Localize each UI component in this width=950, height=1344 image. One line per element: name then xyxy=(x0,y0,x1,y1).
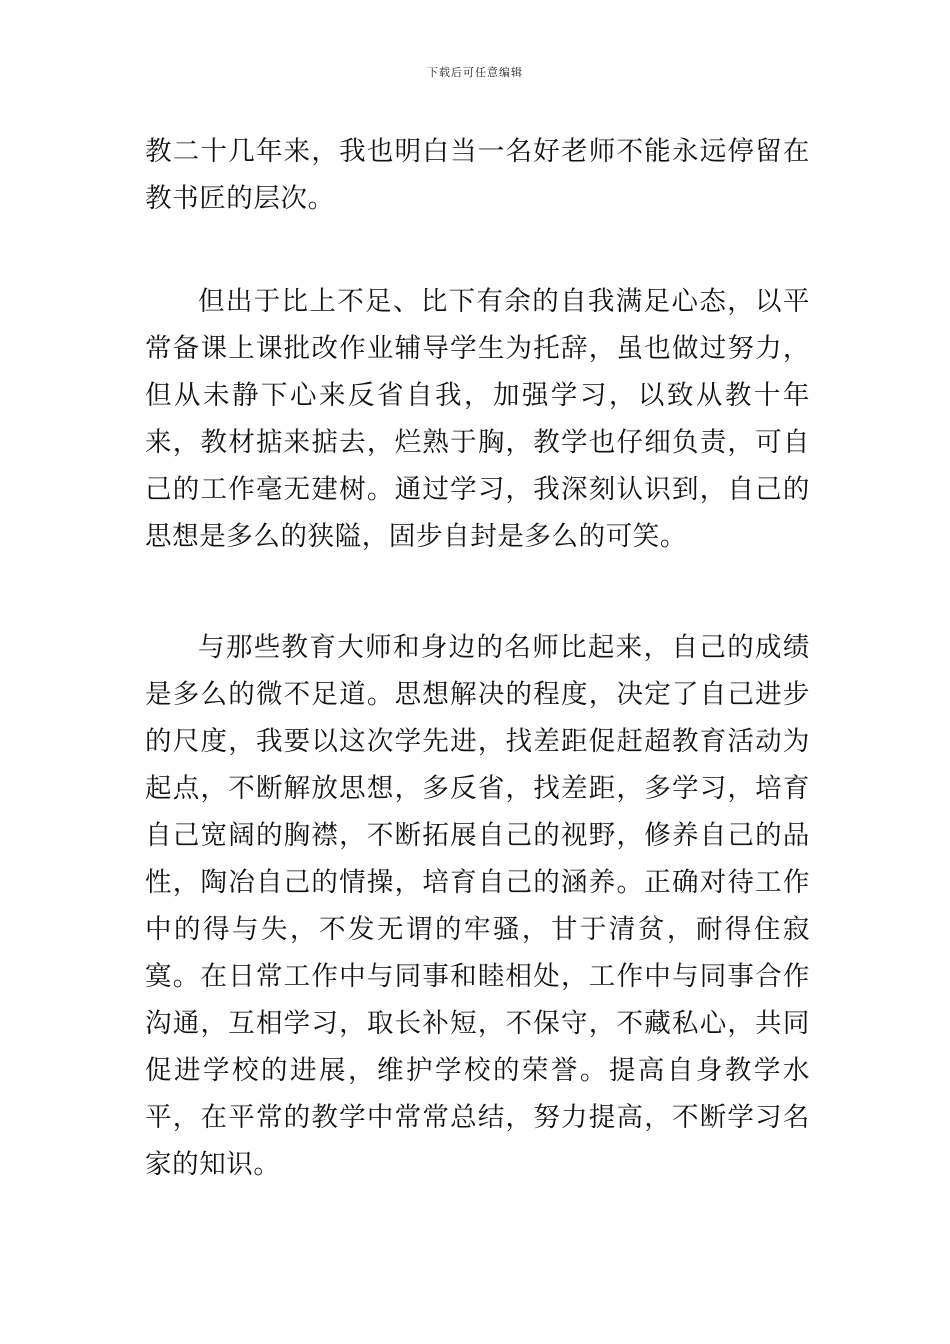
page-header: 下载后可任意编辑 xyxy=(427,66,523,79)
paragraph-self-reflection: 但出于比上不足、比下有余的自我满足心态，以平常备课上课批改作业辅导学生为托辞，虽也做过努力，但从未静下心来反省自我，加强学习，以致从教十年来，教材掂来掂去，烂熟于胸，教学也仔细负责，可自己的工作毫无建树。通过学习，我深刻认识到，自己的思想是多么的狭隘，固步自封是多么的可笑。 xyxy=(145,286,810,552)
paragraph-continuation: 教二十几年来，我也明白当一名好老师不能永远停留在教书匠的层次。 xyxy=(145,136,810,214)
paragraph-improvement-plan: 与那些教育大师和身边的名师比起来，自己的成绩是多么的微不足道。思想解决的程度，决定了自己进步的尺度，我要以这次学先进，找差距促赶超教育活动为起点，不断解放思想，多反省，找差距，多学习，培育自己宽阔的胸襟，不断拓展自己的视野，修养自己的品性，陶冶自己的情操，培育自己的涵养。正确对待工作中的得与失，不发无谓的牢骚，甘于清贫，耐得住寂寞。在日常工作中与同事和睦相处，工作中与同事合作沟通，互相学习，取长补短，不保守，不藏私心，共同促进学校的进展，维护学校的荣誉。提高自身教学水平，在平常的教学中常常总结，努力提高，不断学习名家的知识。 xyxy=(145,632,810,1180)
